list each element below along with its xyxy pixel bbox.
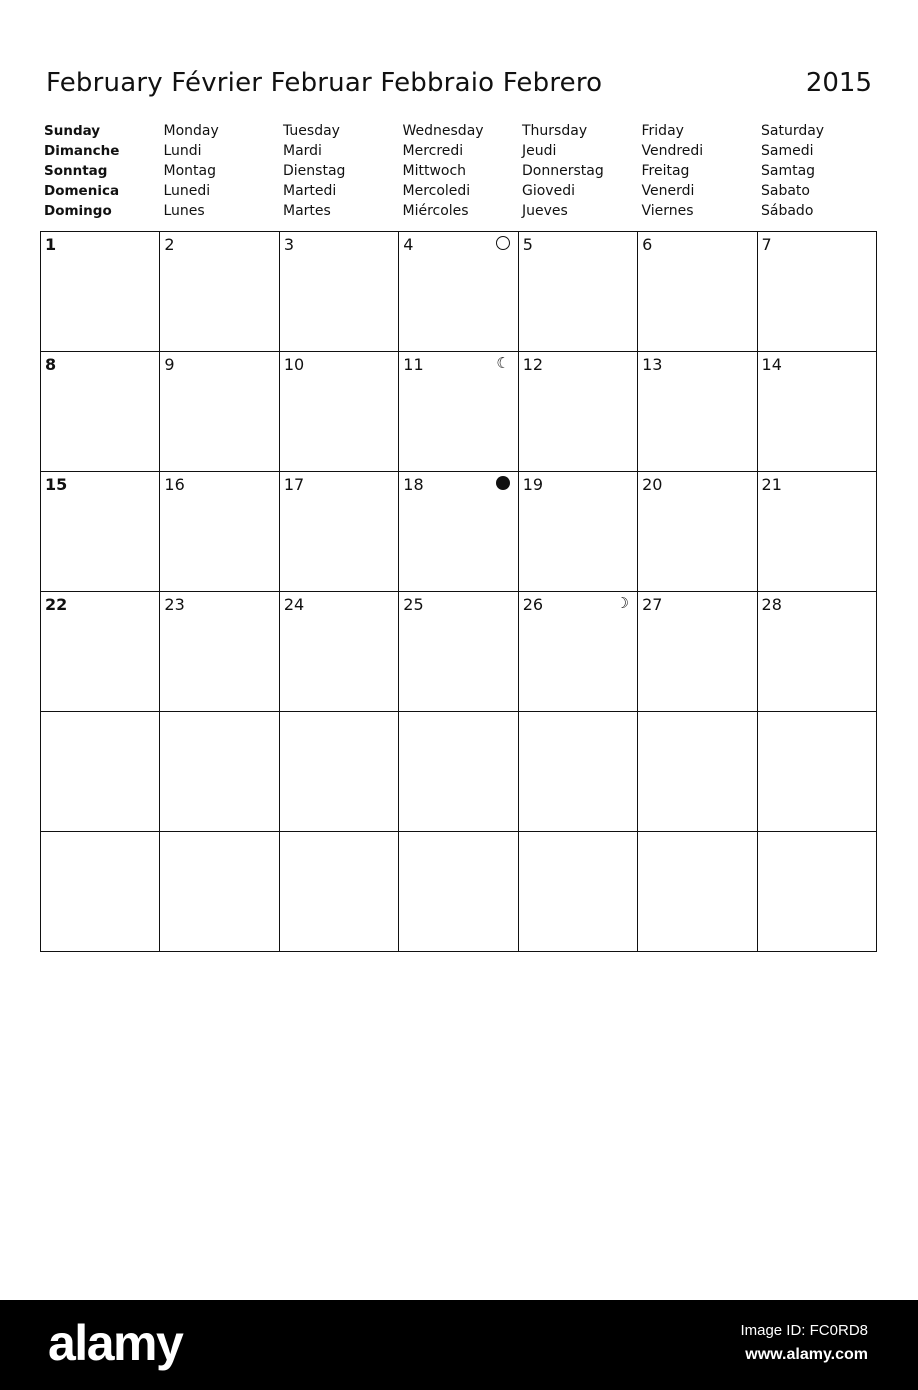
day-cell[interactable] — [279, 472, 398, 592]
day-cell[interactable] — [638, 712, 757, 832]
day-cell[interactable] — [757, 232, 876, 352]
day-number: 19 — [522, 475, 544, 494]
day-cell[interactable] — [41, 472, 160, 592]
day-number: 4 — [403, 235, 414, 254]
day-cell[interactable] — [41, 232, 160, 352]
day-number: 25 — [403, 595, 424, 614]
day-number: 8 — [45, 355, 57, 374]
weekday-column — [164, 121, 283, 221]
day-cell[interactable] — [41, 592, 160, 712]
week-row — [41, 712, 877, 832]
day-cell[interactable] — [399, 232, 518, 352]
image-id-label: Image ID: FC0RD8 — [740, 1322, 868, 1339]
day-number: 24 — [283, 595, 305, 614]
day-cell[interactable] — [638, 472, 757, 592]
day-cell[interactable] — [518, 832, 637, 952]
new-moon-icon — [496, 476, 510, 490]
weekday-label: Lundi — [163, 143, 202, 159]
day-cell[interactable] — [757, 592, 876, 712]
day-cell[interactable] — [160, 352, 279, 472]
weekday-label: Saturday — [761, 123, 825, 139]
day-number: 22 — [45, 595, 68, 614]
watermark-footer — [0, 1300, 918, 1390]
weekday-label: Friday — [641, 123, 684, 139]
weekday-label: Samedi — [761, 143, 814, 159]
day-cell[interactable] — [160, 232, 279, 352]
weekday-label: Mittwoch — [402, 163, 467, 179]
day-number: 12 — [522, 355, 544, 374]
day-cell[interactable] — [399, 472, 518, 592]
day-cell[interactable] — [757, 472, 876, 592]
weekday-label: Sonntag — [44, 163, 108, 179]
weekday-label: Mercoledi — [402, 183, 471, 199]
weekday-label: Lunedi — [163, 183, 211, 199]
alamy-logo: alamy — [48, 1315, 183, 1371]
weekday-label: Martes — [283, 203, 331, 219]
day-cell[interactable] — [638, 592, 757, 712]
calendar-grid — [40, 231, 877, 952]
weekday-label: Viernes — [641, 203, 694, 219]
day-cell[interactable] — [518, 712, 637, 832]
last-quarter-icon: ☾ — [496, 354, 510, 372]
day-cell[interactable] — [160, 832, 279, 952]
day-cell[interactable] — [518, 592, 637, 712]
site-url: www.alamy.com — [745, 1346, 868, 1363]
weekday-label: Thursday — [522, 123, 588, 139]
weekday-label: Monday — [163, 123, 219, 139]
weekday-label: Lunes — [163, 203, 205, 219]
weekday-label: Freitag — [641, 163, 690, 179]
week-row — [41, 232, 877, 352]
day-number: 6 — [642, 235, 653, 254]
weekday-column — [761, 121, 880, 221]
year-label: 2015 — [805, 68, 872, 98]
week-row — [41, 472, 877, 592]
day-cell[interactable] — [757, 832, 876, 952]
day-cell[interactable] — [638, 832, 757, 952]
first-quarter-icon: ☽ — [615, 594, 630, 612]
day-number: 17 — [283, 475, 305, 494]
day-cell[interactable] — [279, 352, 398, 472]
weekday-label: Wednesday — [402, 123, 484, 139]
day-number: 26 — [522, 595, 544, 614]
day-cell[interactable] — [41, 712, 160, 832]
day-cell[interactable] — [160, 592, 279, 712]
day-cell[interactable] — [279, 832, 398, 952]
day-cell[interactable] — [518, 352, 637, 472]
day-number: 23 — [164, 595, 185, 614]
weekday-label: Jueves — [522, 203, 568, 219]
day-cell[interactable] — [160, 712, 279, 832]
full-moon-icon — [496, 236, 510, 250]
weekday-label: Giovedi — [522, 183, 575, 199]
weekday-label: Venerdi — [641, 183, 695, 199]
day-number: 14 — [761, 355, 782, 374]
weekday-label: Dimanche — [44, 143, 120, 159]
day-number: 3 — [283, 235, 295, 254]
weekday-label: Montag — [163, 163, 216, 179]
weekday-label: Vendredi — [641, 143, 704, 159]
weekday-label: Miércoles — [402, 203, 469, 219]
weekday-label: Donnerstag — [522, 163, 604, 179]
day-cell[interactable] — [399, 832, 518, 952]
day-number: 15 — [45, 475, 68, 494]
weekday-label: Samtag — [761, 163, 816, 179]
day-number: 10 — [283, 355, 305, 374]
day-number: 16 — [164, 475, 185, 494]
weekday-label: Sunday — [44, 123, 101, 139]
day-number: 21 — [761, 475, 782, 494]
day-cell[interactable] — [41, 832, 160, 952]
day-number: 18 — [403, 475, 424, 494]
day-number: 27 — [642, 595, 663, 614]
weekday-label: Sábado — [761, 203, 814, 219]
day-cell[interactable] — [279, 592, 398, 712]
day-cell[interactable] — [638, 232, 757, 352]
day-number: 9 — [164, 355, 175, 374]
week-row — [41, 352, 877, 472]
day-number: 2 — [164, 235, 175, 254]
day-cell[interactable] — [399, 712, 518, 832]
weekday-column — [283, 121, 402, 221]
weekday-column — [44, 121, 163, 221]
day-number: 13 — [642, 355, 663, 374]
day-number: 28 — [761, 595, 782, 614]
day-cell[interactable] — [160, 472, 279, 592]
day-cell[interactable] — [41, 352, 160, 472]
day-number: 20 — [642, 475, 663, 494]
day-cell[interactable] — [399, 352, 518, 472]
day-cell[interactable] — [638, 352, 757, 472]
day-cell[interactable] — [518, 472, 637, 592]
day-cell[interactable] — [757, 712, 876, 832]
weekday-label: Domingo — [44, 203, 112, 219]
weekday-column — [642, 121, 761, 221]
day-number: 1 — [45, 235, 57, 254]
day-cell[interactable] — [399, 592, 518, 712]
day-number: 5 — [522, 235, 533, 254]
weekday-column — [522, 121, 641, 221]
day-cell[interactable] — [279, 232, 398, 352]
weekday-header — [44, 121, 884, 225]
weekday-label: Mardi — [283, 143, 322, 159]
weekday-label: Dienstag — [283, 163, 346, 179]
weekday-label: Martedi — [283, 183, 337, 199]
weekday-label: Mercredi — [402, 143, 464, 159]
weekday-label: Jeudi — [522, 143, 557, 159]
week-row — [41, 592, 877, 712]
day-number: 11 — [403, 355, 424, 374]
day-cell[interactable] — [518, 232, 637, 352]
month-title: February Février Februar Febbraio Febrero — [46, 68, 603, 98]
day-cell[interactable] — [757, 352, 876, 472]
week-row — [41, 832, 877, 952]
day-number: 7 — [761, 235, 772, 254]
weekday-column — [403, 121, 522, 221]
weekday-label: Domenica — [44, 183, 120, 199]
weekday-label: Sabato — [761, 183, 810, 199]
day-cell[interactable] — [279, 712, 398, 832]
weekday-label: Tuesday — [283, 123, 340, 139]
